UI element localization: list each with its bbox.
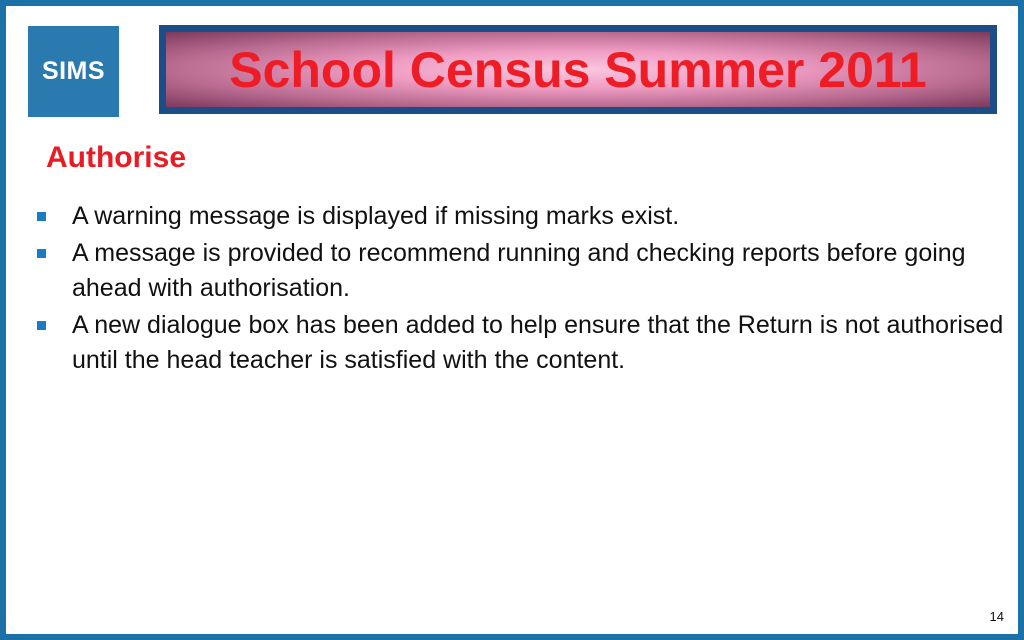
slide-title: School Census Summer 2011 xyxy=(229,41,927,98)
bullet-text: A message is provided to recommend running and checking reports before going ahead with authorisation. xyxy=(72,239,966,302)
square-bullet-icon xyxy=(37,321,46,330)
title-banner-inner xyxy=(166,32,990,107)
bullet-list xyxy=(34,199,1004,380)
square-bullet-icon xyxy=(37,249,46,258)
bullet-text: A new dialogue box has been added to help ensure that the Return is not authorised until the head teacher is satisfied with the content. xyxy=(72,311,1004,374)
section-heading: Authorise xyxy=(46,141,187,174)
square-bullet-icon xyxy=(37,212,46,221)
bullet-text: A warning message is displayed if missing marks exist. xyxy=(72,202,680,230)
bullet-item xyxy=(34,308,1004,378)
page-number: 14 xyxy=(989,609,1004,624)
bullet-item xyxy=(34,236,1004,306)
bullet-item xyxy=(34,199,1004,234)
logo-text: SIMS xyxy=(41,57,106,85)
sims-logo xyxy=(28,26,119,117)
title-banner xyxy=(159,25,997,114)
